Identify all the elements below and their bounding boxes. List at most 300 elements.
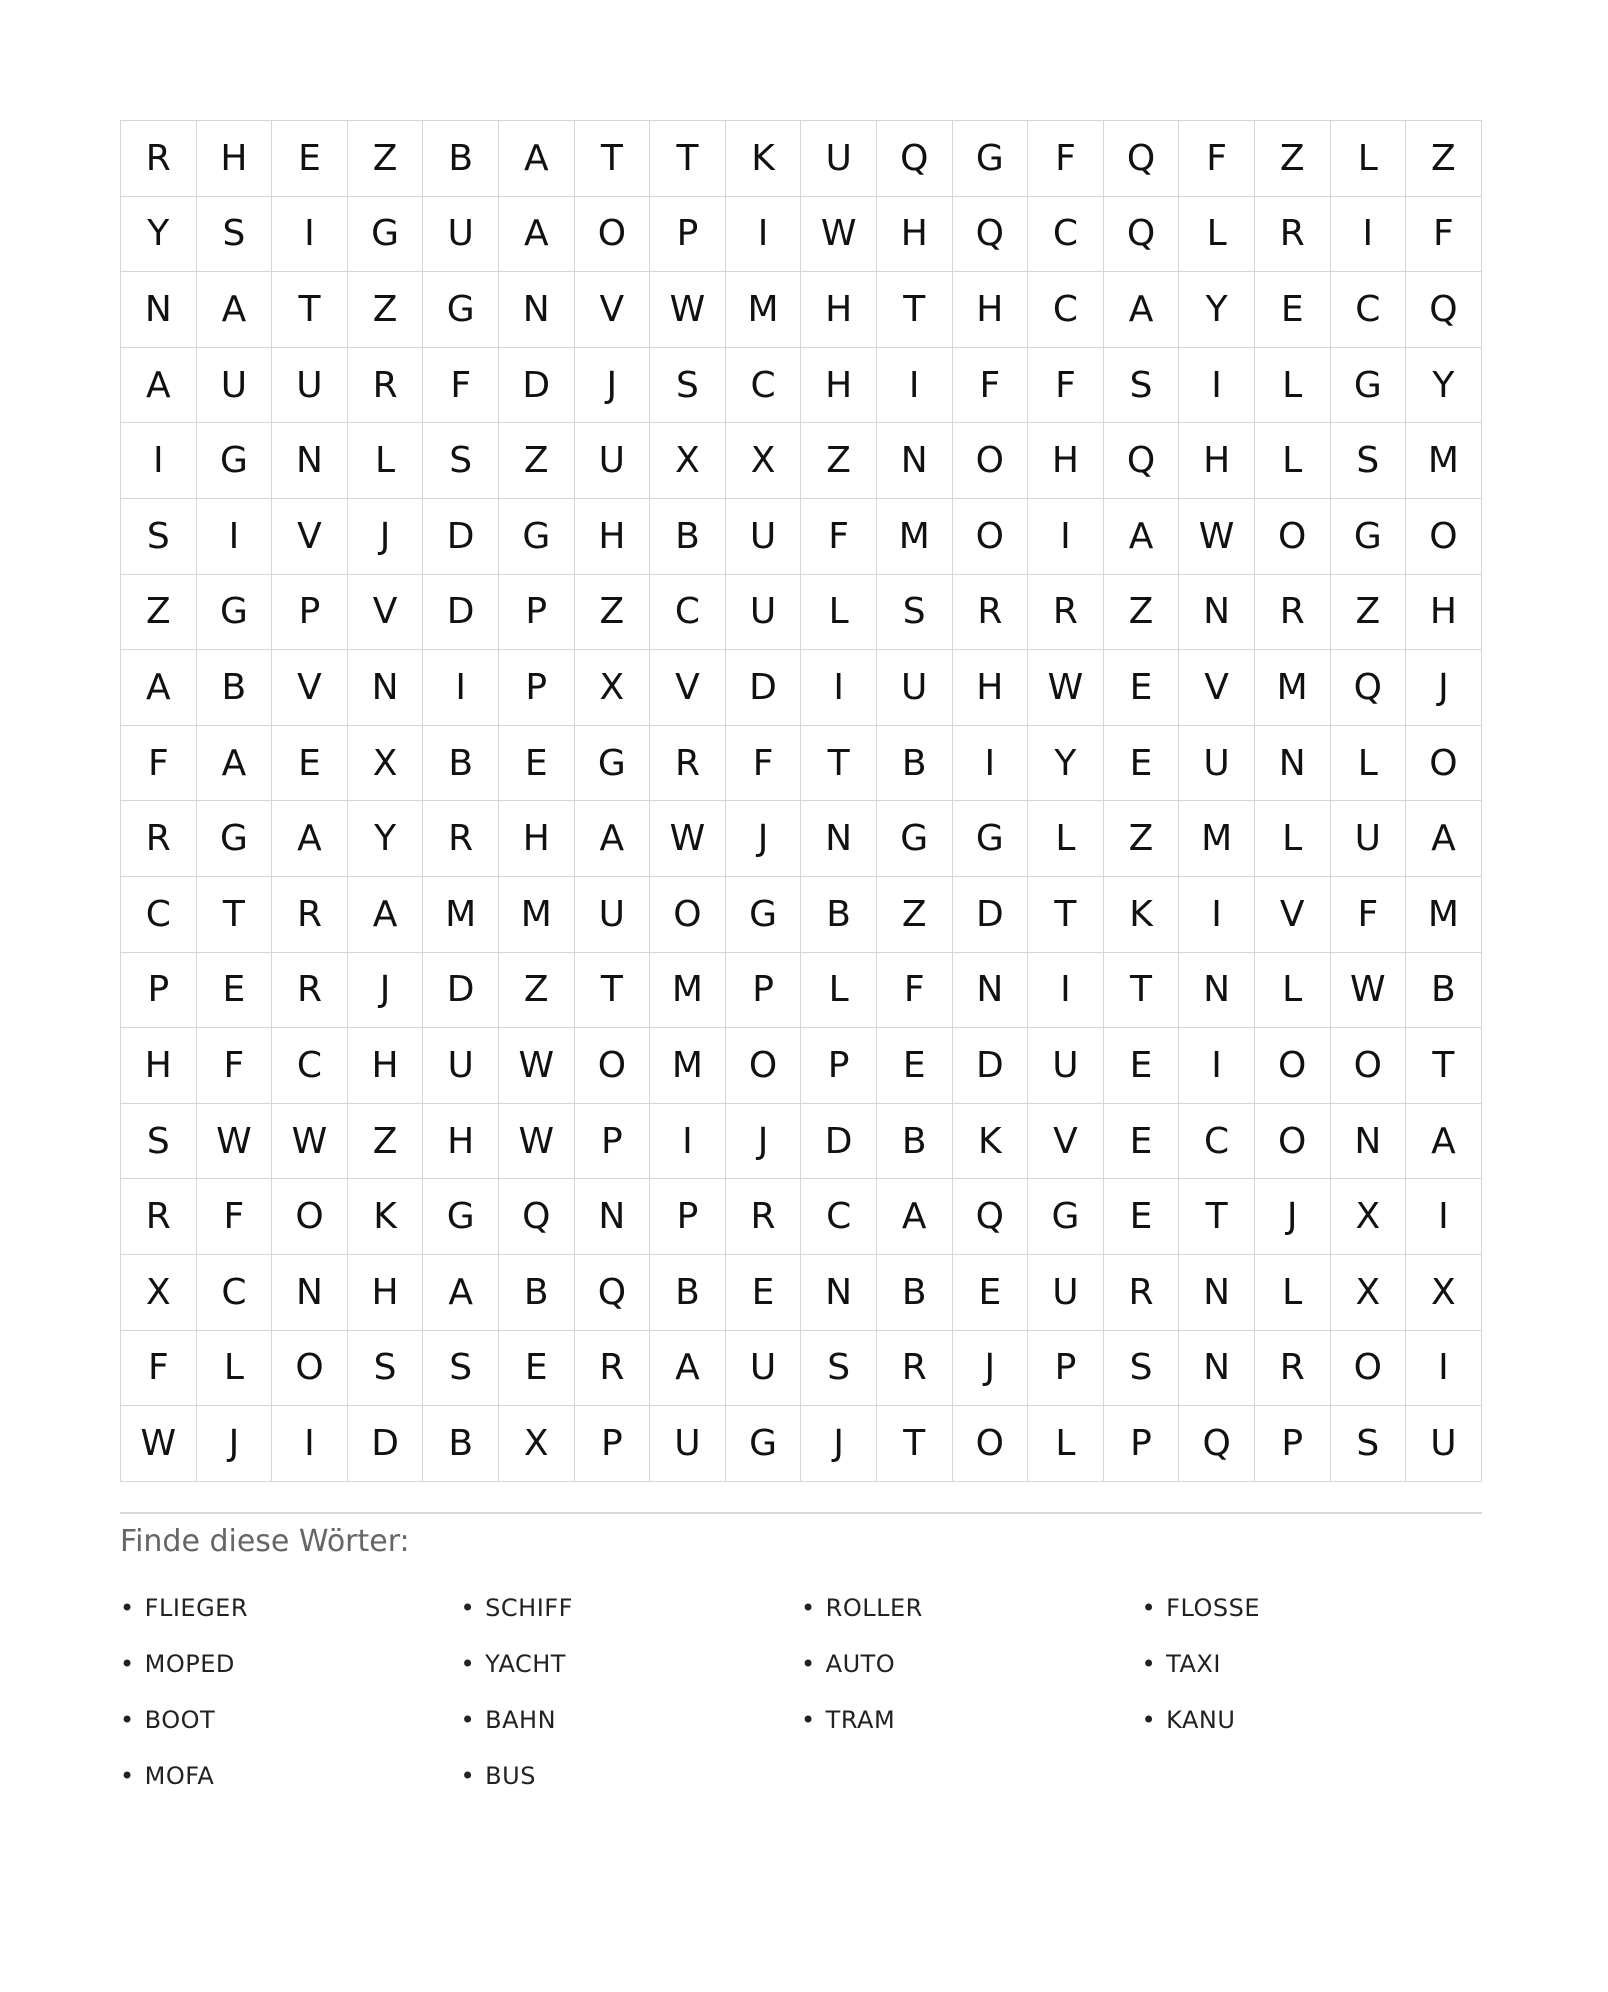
grid-cell[interactable]: N (1255, 726, 1331, 802)
grid-cell[interactable]: E (1104, 726, 1180, 802)
grid-cell[interactable]: I (121, 423, 197, 499)
grid-cell[interactable]: B (423, 121, 499, 197)
grid-cell[interactable]: U (801, 121, 877, 197)
grid-cell[interactable]: T (650, 121, 726, 197)
grid-cell[interactable]: M (1255, 650, 1331, 726)
grid-cell[interactable]: N (1179, 575, 1255, 651)
grid-cell[interactable]: A (1406, 801, 1482, 877)
grid-cell[interactable]: Q (877, 121, 953, 197)
grid-cell[interactable]: R (1255, 1331, 1331, 1407)
grid-cell[interactable]: L (801, 575, 877, 651)
grid-cell[interactable]: S (801, 1331, 877, 1407)
grid-cell[interactable]: J (953, 1331, 1029, 1407)
grid-cell[interactable]: F (1406, 197, 1482, 273)
grid-cell[interactable]: Z (348, 121, 424, 197)
grid-cell[interactable]: R (272, 953, 348, 1029)
grid-cell[interactable]: J (726, 801, 802, 877)
grid-cell[interactable]: J (348, 953, 424, 1029)
grid-cell[interactable]: M (726, 272, 802, 348)
grid-cell[interactable]: G (499, 499, 575, 575)
grid-cell[interactable]: T (877, 1406, 953, 1482)
grid-cell[interactable]: M (1406, 877, 1482, 953)
grid-cell[interactable]: O (1255, 1104, 1331, 1180)
grid-cell[interactable]: V (1179, 650, 1255, 726)
grid-cell[interactable]: S (1331, 423, 1407, 499)
grid-cell[interactable]: B (423, 726, 499, 802)
grid-cell[interactable]: T (801, 726, 877, 802)
grid-cell[interactable]: I (1179, 348, 1255, 424)
grid-cell[interactable]: H (348, 1028, 424, 1104)
grid-cell[interactable]: W (650, 272, 726, 348)
grid-cell[interactable]: H (348, 1255, 424, 1331)
grid-cell[interactable]: X (121, 1255, 197, 1331)
grid-cell[interactable]: N (1179, 1331, 1255, 1407)
grid-cell[interactable]: W (801, 197, 877, 273)
grid-cell[interactable]: L (801, 953, 877, 1029)
grid-cell[interactable]: O (1406, 726, 1482, 802)
grid-cell[interactable]: A (1104, 272, 1180, 348)
grid-cell[interactable]: A (499, 197, 575, 273)
grid-cell[interactable]: E (1104, 1179, 1180, 1255)
grid-cell[interactable]: L (1255, 423, 1331, 499)
grid-cell[interactable]: L (1028, 1406, 1104, 1482)
grid-cell[interactable]: R (953, 575, 1029, 651)
grid-cell[interactable]: U (1028, 1028, 1104, 1104)
grid-cell[interactable]: G (197, 575, 273, 651)
grid-cell[interactable]: R (121, 801, 197, 877)
grid-cell[interactable]: G (877, 801, 953, 877)
grid-cell[interactable]: I (1331, 197, 1407, 273)
grid-cell[interactable]: L (197, 1331, 273, 1407)
grid-cell[interactable]: Y (348, 801, 424, 877)
grid-cell[interactable]: A (423, 1255, 499, 1331)
grid-cell[interactable]: B (801, 877, 877, 953)
grid-cell[interactable]: K (348, 1179, 424, 1255)
grid-cell[interactable]: H (953, 650, 1029, 726)
grid-cell[interactable]: G (1028, 1179, 1104, 1255)
grid-cell[interactable]: L (1255, 953, 1331, 1029)
grid-cell[interactable]: A (121, 348, 197, 424)
grid-cell[interactable]: Z (1331, 575, 1407, 651)
grid-cell[interactable]: L (1255, 348, 1331, 424)
grid-cell[interactable]: M (650, 953, 726, 1029)
grid-cell[interactable]: U (726, 499, 802, 575)
grid-cell[interactable]: Z (1255, 121, 1331, 197)
grid-cell[interactable]: C (1331, 272, 1407, 348)
grid-cell[interactable]: D (801, 1104, 877, 1180)
grid-cell[interactable]: W (1179, 499, 1255, 575)
grid-cell[interactable]: U (272, 348, 348, 424)
grid-cell[interactable]: Q (499, 1179, 575, 1255)
grid-cell[interactable]: L (1179, 197, 1255, 273)
grid-cell[interactable]: S (877, 575, 953, 651)
grid-cell[interactable]: F (423, 348, 499, 424)
grid-cell[interactable]: A (575, 801, 651, 877)
grid-cell[interactable]: A (650, 1331, 726, 1407)
grid-cell[interactable]: I (1179, 877, 1255, 953)
grid-cell[interactable]: G (197, 801, 273, 877)
grid-cell[interactable]: T (197, 877, 273, 953)
grid-cell[interactable]: H (1179, 423, 1255, 499)
grid-cell[interactable]: R (1255, 197, 1331, 273)
grid-cell[interactable]: S (121, 1104, 197, 1180)
grid-cell[interactable]: U (197, 348, 273, 424)
grid-cell[interactable]: P (1255, 1406, 1331, 1482)
grid-cell[interactable]: U (1179, 726, 1255, 802)
grid-cell[interactable]: R (1028, 575, 1104, 651)
grid-cell[interactable]: D (499, 348, 575, 424)
grid-cell[interactable]: M (1406, 423, 1482, 499)
grid-cell[interactable]: F (1331, 877, 1407, 953)
grid-cell[interactable]: A (197, 272, 273, 348)
grid-cell[interactable]: S (1104, 348, 1180, 424)
grid-cell[interactable]: J (1255, 1179, 1331, 1255)
grid-cell[interactable]: Z (348, 1104, 424, 1180)
grid-cell[interactable]: Q (1104, 197, 1180, 273)
grid-cell[interactable]: X (575, 650, 651, 726)
grid-cell[interactable]: P (121, 953, 197, 1029)
grid-cell[interactable]: B (877, 726, 953, 802)
grid-cell[interactable]: N (1331, 1104, 1407, 1180)
grid-cell[interactable]: W (272, 1104, 348, 1180)
grid-cell[interactable]: T (1028, 877, 1104, 953)
grid-cell[interactable]: E (1104, 1028, 1180, 1104)
grid-cell[interactable]: H (953, 272, 1029, 348)
grid-cell[interactable]: E (726, 1255, 802, 1331)
grid-cell[interactable]: B (877, 1255, 953, 1331)
grid-cell[interactable]: N (953, 953, 1029, 1029)
grid-cell[interactable]: V (1255, 877, 1331, 953)
grid-cell[interactable]: Z (1104, 575, 1180, 651)
grid-cell[interactable]: E (499, 726, 575, 802)
grid-cell[interactable]: U (726, 1331, 802, 1407)
grid-cell[interactable]: G (197, 423, 273, 499)
grid-cell[interactable]: F (197, 1179, 273, 1255)
grid-cell[interactable]: S (650, 348, 726, 424)
grid-cell[interactable]: G (1331, 499, 1407, 575)
grid-cell[interactable]: G (726, 877, 802, 953)
grid-cell[interactable]: W (499, 1028, 575, 1104)
grid-cell[interactable]: U (1331, 801, 1407, 877)
grid-cell[interactable]: H (1406, 575, 1482, 651)
grid-cell[interactable]: A (1104, 499, 1180, 575)
grid-cell[interactable]: U (575, 877, 651, 953)
grid-cell[interactable]: B (650, 1255, 726, 1331)
grid-cell[interactable]: P (272, 575, 348, 651)
grid-cell[interactable]: V (575, 272, 651, 348)
grid-cell[interactable]: F (801, 499, 877, 575)
grid-cell[interactable]: E (197, 953, 273, 1029)
grid-cell[interactable]: I (272, 197, 348, 273)
grid-cell[interactable]: J (726, 1104, 802, 1180)
grid-cell[interactable]: C (197, 1255, 273, 1331)
grid-cell[interactable]: W (650, 801, 726, 877)
grid-cell[interactable]: R (121, 1179, 197, 1255)
grid-cell[interactable]: H (801, 348, 877, 424)
grid-cell[interactable]: Y (1179, 272, 1255, 348)
grid-cell[interactable]: U (1028, 1255, 1104, 1331)
grid-cell[interactable]: V (272, 499, 348, 575)
grid-cell[interactable]: K (1104, 877, 1180, 953)
grid-cell[interactable]: G (423, 1179, 499, 1255)
grid-cell[interactable]: E (272, 121, 348, 197)
grid-cell[interactable]: M (499, 877, 575, 953)
grid-cell[interactable]: I (801, 650, 877, 726)
grid-cell[interactable]: G (423, 272, 499, 348)
grid-cell[interactable]: U (650, 1406, 726, 1482)
grid-cell[interactable]: Q (953, 1179, 1029, 1255)
grid-cell[interactable]: K (953, 1104, 1029, 1180)
grid-cell[interactable]: O (1255, 499, 1331, 575)
grid-cell[interactable]: C (1028, 272, 1104, 348)
grid-cell[interactable]: V (348, 575, 424, 651)
grid-cell[interactable]: A (272, 801, 348, 877)
grid-cell[interactable]: C (1179, 1104, 1255, 1180)
grid-cell[interactable]: X (1331, 1255, 1407, 1331)
grid-cell[interactable]: D (423, 575, 499, 651)
grid-cell[interactable]: O (1331, 1028, 1407, 1104)
grid-cell[interactable]: C (801, 1179, 877, 1255)
grid-cell[interactable]: B (877, 1104, 953, 1180)
grid-cell[interactable]: G (953, 121, 1029, 197)
grid-cell[interactable]: P (726, 953, 802, 1029)
grid-cell[interactable]: O (1406, 499, 1482, 575)
grid-cell[interactable]: R (575, 1331, 651, 1407)
grid-cell[interactable]: V (1028, 1104, 1104, 1180)
grid-cell[interactable]: P (575, 1104, 651, 1180)
grid-cell[interactable]: Z (801, 423, 877, 499)
grid-cell[interactable]: U (1406, 1406, 1482, 1482)
grid-cell[interactable]: D (423, 499, 499, 575)
grid-cell[interactable]: S (1331, 1406, 1407, 1482)
grid-cell[interactable]: Z (499, 423, 575, 499)
grid-cell[interactable]: C (121, 877, 197, 953)
grid-cell[interactable]: M (650, 1028, 726, 1104)
grid-cell[interactable]: R (877, 1331, 953, 1407)
grid-cell[interactable]: M (423, 877, 499, 953)
grid-cell[interactable]: S (197, 197, 273, 273)
grid-cell[interactable]: D (348, 1406, 424, 1482)
grid-cell[interactable]: H (575, 499, 651, 575)
grid-cell[interactable]: R (650, 726, 726, 802)
grid-cell[interactable]: M (1179, 801, 1255, 877)
grid-cell[interactable]: J (575, 348, 651, 424)
grid-cell[interactable]: A (499, 121, 575, 197)
grid-cell[interactable]: M (877, 499, 953, 575)
grid-cell[interactable]: X (650, 423, 726, 499)
grid-cell[interactable]: O (575, 1028, 651, 1104)
grid-cell[interactable]: A (877, 1179, 953, 1255)
grid-cell[interactable]: W (1331, 953, 1407, 1029)
grid-cell[interactable]: F (121, 1331, 197, 1407)
grid-cell[interactable]: E (1104, 650, 1180, 726)
grid-cell[interactable]: J (801, 1406, 877, 1482)
grid-cell[interactable]: K (726, 121, 802, 197)
grid-cell[interactable]: F (877, 953, 953, 1029)
grid-cell[interactable]: R (423, 801, 499, 877)
grid-cell[interactable]: P (650, 197, 726, 273)
grid-cell[interactable]: E (1104, 1104, 1180, 1180)
grid-cell[interactable]: G (953, 801, 1029, 877)
grid-cell[interactable]: O (1331, 1331, 1407, 1407)
grid-cell[interactable]: P (1028, 1331, 1104, 1407)
grid-cell[interactable]: D (726, 650, 802, 726)
grid-cell[interactable]: G (726, 1406, 802, 1482)
grid-cell[interactable]: Q (1331, 650, 1407, 726)
grid-cell[interactable]: E (499, 1331, 575, 1407)
grid-cell[interactable]: T (1179, 1179, 1255, 1255)
grid-cell[interactable]: L (1331, 726, 1407, 802)
grid-cell[interactable]: F (121, 726, 197, 802)
grid-cell[interactable]: R (348, 348, 424, 424)
grid-cell[interactable]: Z (1104, 801, 1180, 877)
grid-cell[interactable]: P (1104, 1406, 1180, 1482)
grid-cell[interactable]: I (423, 650, 499, 726)
grid-cell[interactable]: C (650, 575, 726, 651)
grid-cell[interactable]: O (953, 423, 1029, 499)
grid-cell[interactable]: V (272, 650, 348, 726)
grid-cell[interactable]: F (726, 726, 802, 802)
grid-cell[interactable]: R (726, 1179, 802, 1255)
grid-cell[interactable]: I (953, 726, 1029, 802)
grid-cell[interactable]: Z (575, 575, 651, 651)
grid-cell[interactable]: C (726, 348, 802, 424)
grid-cell[interactable]: A (348, 877, 424, 953)
grid-cell[interactable]: D (423, 953, 499, 1029)
grid-cell[interactable]: Y (1406, 348, 1482, 424)
grid-cell[interactable]: T (575, 953, 651, 1029)
grid-cell[interactable]: W (121, 1406, 197, 1482)
grid-cell[interactable]: X (499, 1406, 575, 1482)
grid-cell[interactable]: N (877, 423, 953, 499)
grid-cell[interactable]: T (1406, 1028, 1482, 1104)
grid-cell[interactable]: R (121, 121, 197, 197)
grid-cell[interactable]: S (423, 1331, 499, 1407)
grid-cell[interactable]: G (348, 197, 424, 273)
grid-cell[interactable]: L (1255, 801, 1331, 877)
grid-cell[interactable]: O (726, 1028, 802, 1104)
grid-cell[interactable]: G (1331, 348, 1407, 424)
grid-cell[interactable]: P (650, 1179, 726, 1255)
grid-cell[interactable]: V (650, 650, 726, 726)
grid-cell[interactable]: R (272, 877, 348, 953)
grid-cell[interactable]: U (726, 575, 802, 651)
grid-cell[interactable]: R (1255, 575, 1331, 651)
grid-cell[interactable]: L (348, 423, 424, 499)
grid-cell[interactable]: I (650, 1104, 726, 1180)
grid-cell[interactable]: D (953, 877, 1029, 953)
grid-cell[interactable]: A (1406, 1104, 1482, 1180)
grid-cell[interactable]: F (1179, 121, 1255, 197)
grid-cell[interactable]: X (1331, 1179, 1407, 1255)
grid-cell[interactable]: W (197, 1104, 273, 1180)
grid-cell[interactable]: F (953, 348, 1029, 424)
grid-cell[interactable]: H (499, 801, 575, 877)
grid-cell[interactable]: P (575, 1406, 651, 1482)
grid-cell[interactable]: H (423, 1104, 499, 1180)
grid-cell[interactable]: N (1179, 953, 1255, 1029)
grid-cell[interactable]: I (1406, 1179, 1482, 1255)
grid-cell[interactable]: B (197, 650, 273, 726)
grid-cell[interactable]: I (1028, 953, 1104, 1029)
grid-cell[interactable]: I (877, 348, 953, 424)
grid-cell[interactable]: Q (575, 1255, 651, 1331)
grid-cell[interactable]: B (1406, 953, 1482, 1029)
grid-cell[interactable]: L (1028, 801, 1104, 877)
grid-cell[interactable]: I (272, 1406, 348, 1482)
grid-cell[interactable]: N (801, 1255, 877, 1331)
grid-cell[interactable]: O (272, 1179, 348, 1255)
grid-cell[interactable]: A (121, 650, 197, 726)
grid-cell[interactable]: J (197, 1406, 273, 1482)
grid-cell[interactable]: I (1179, 1028, 1255, 1104)
grid-cell[interactable]: L (1255, 1255, 1331, 1331)
grid-cell[interactable]: Q (1104, 423, 1180, 499)
grid-cell[interactable]: H (121, 1028, 197, 1104)
grid-cell[interactable]: J (348, 499, 424, 575)
grid-cell[interactable]: X (726, 423, 802, 499)
grid-cell[interactable]: N (272, 423, 348, 499)
grid-cell[interactable]: I (1028, 499, 1104, 575)
grid-cell[interactable]: F (1028, 121, 1104, 197)
grid-cell[interactable]: O (1255, 1028, 1331, 1104)
grid-cell[interactable]: E (877, 1028, 953, 1104)
grid-cell[interactable]: Q (1406, 272, 1482, 348)
grid-cell[interactable]: B (650, 499, 726, 575)
grid-cell[interactable]: N (1179, 1255, 1255, 1331)
grid-cell[interactable]: U (575, 423, 651, 499)
grid-cell[interactable]: Q (953, 197, 1029, 273)
grid-cell[interactable]: T (877, 272, 953, 348)
grid-cell[interactable]: O (650, 877, 726, 953)
grid-cell[interactable]: C (1028, 197, 1104, 273)
grid-cell[interactable]: N (348, 650, 424, 726)
grid-cell[interactable]: N (575, 1179, 651, 1255)
grid-cell[interactable]: X (348, 726, 424, 802)
grid-cell[interactable]: G (575, 726, 651, 802)
grid-cell[interactable]: B (499, 1255, 575, 1331)
grid-cell[interactable]: C (272, 1028, 348, 1104)
grid-cell[interactable]: O (953, 1406, 1029, 1482)
grid-cell[interactable]: P (499, 575, 575, 651)
grid-cell[interactable]: Z (1406, 121, 1482, 197)
grid-cell[interactable]: O (272, 1331, 348, 1407)
grid-cell[interactable]: I (726, 197, 802, 273)
grid-cell[interactable]: S (348, 1331, 424, 1407)
grid-cell[interactable]: N (121, 272, 197, 348)
grid-cell[interactable]: A (197, 726, 273, 802)
grid-cell[interactable]: Z (499, 953, 575, 1029)
grid-cell[interactable]: H (197, 121, 273, 197)
grid-cell[interactable]: E (953, 1255, 1029, 1331)
grid-cell[interactable]: Q (1104, 121, 1180, 197)
grid-cell[interactable]: Z (121, 575, 197, 651)
grid-cell[interactable]: S (423, 423, 499, 499)
grid-cell[interactable]: T (272, 272, 348, 348)
grid-cell[interactable]: L (1331, 121, 1407, 197)
grid-cell[interactable]: U (877, 650, 953, 726)
grid-cell[interactable]: T (1104, 953, 1180, 1029)
grid-cell[interactable]: W (1028, 650, 1104, 726)
grid-cell[interactable]: U (423, 197, 499, 273)
grid-cell[interactable]: R (1104, 1255, 1180, 1331)
grid-cell[interactable]: X (1406, 1255, 1482, 1331)
grid-cell[interactable]: N (499, 272, 575, 348)
grid-cell[interactable]: H (1028, 423, 1104, 499)
grid-cell[interactable]: F (1028, 348, 1104, 424)
grid-cell[interactable]: D (953, 1028, 1029, 1104)
grid-cell[interactable]: I (1406, 1331, 1482, 1407)
